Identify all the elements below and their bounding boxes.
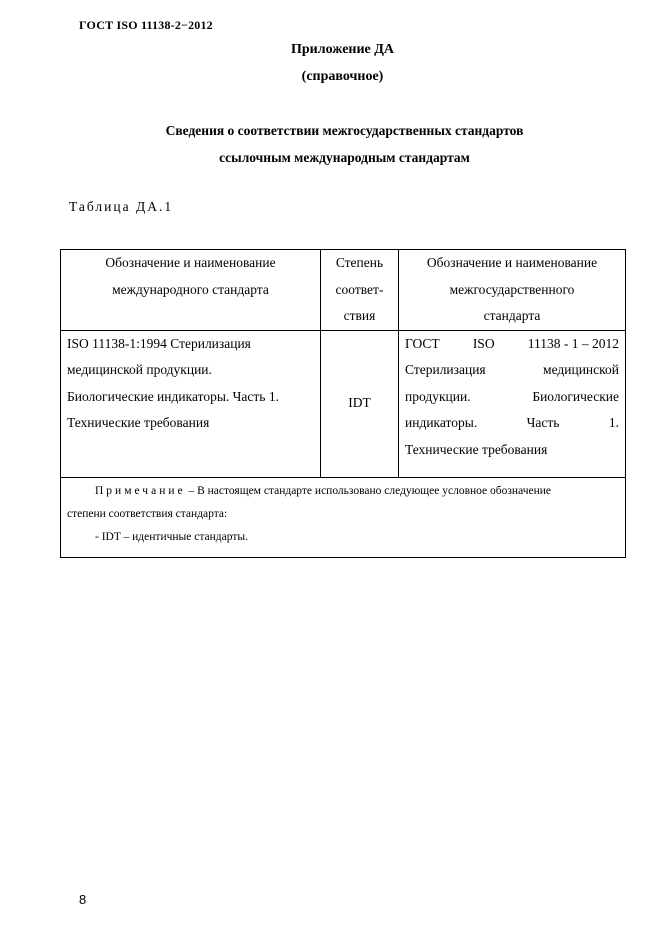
word: ISO xyxy=(472,335,495,351)
word: индикаторы. xyxy=(405,415,478,430)
cell-interstate-standard xyxy=(399,330,626,477)
header-text: межгосударственного xyxy=(449,281,575,297)
header-text: Обозначение и наименование xyxy=(105,255,276,270)
cell-text: ISO 11138-1:1994 Стерилизация xyxy=(67,335,251,351)
cell-text: Биологические индикаторы. Часть 1. xyxy=(67,388,279,404)
cell-text-line xyxy=(405,410,619,437)
table-caption: Таблица ДА.1 xyxy=(69,199,174,214)
table-note xyxy=(61,477,626,557)
appendix-kind: (справочное) xyxy=(301,69,384,84)
cell-text-line xyxy=(405,357,619,384)
word: медицинской xyxy=(543,362,619,377)
table-row xyxy=(61,330,626,477)
header-interstate-standard xyxy=(399,250,626,331)
document-code: ГОСТ ISO 11138-2−2012 xyxy=(79,18,213,32)
word: Биологические xyxy=(532,388,619,404)
note-line: степени соответствия стандарта: xyxy=(67,507,228,520)
word: Стерилизация xyxy=(405,362,486,377)
appendix-title: Приложение ДА xyxy=(290,42,395,57)
cell-degree xyxy=(321,330,399,477)
cell-text-line: Технические требования xyxy=(405,441,548,457)
cell-text: Технические требования xyxy=(67,415,210,430)
page-number: 8 xyxy=(79,892,87,907)
header-text: ствия xyxy=(343,308,376,323)
header-text: международного стандарта xyxy=(112,281,269,297)
note-label: Примечание xyxy=(95,484,186,497)
header-degree-of-correspondence xyxy=(321,250,399,331)
word: продукции. xyxy=(405,388,471,404)
word: 1. xyxy=(608,415,619,430)
note-text: – В настоящем стандарте использовано следующее условное обозначение xyxy=(185,484,552,497)
degree-value: IDT xyxy=(348,395,371,411)
word: ГОСТ xyxy=(405,335,440,351)
section-heading-line-2: ссылочным международным стандартам xyxy=(219,150,470,165)
table-note-row xyxy=(61,477,626,557)
word: 11138 - 1 – 2012 xyxy=(527,335,619,351)
header-text: Обозначение и наименование xyxy=(426,255,598,270)
cell-text-line xyxy=(405,331,619,358)
standards-correspondence-table xyxy=(60,249,626,558)
header-text: Степень xyxy=(335,255,384,270)
note-line xyxy=(67,480,619,503)
cell-international-standard xyxy=(61,330,321,477)
note-line: - IDT – идентичные стандарты. xyxy=(95,530,248,543)
header-text: соответ- xyxy=(335,281,384,297)
header-international-standard xyxy=(61,250,321,331)
header-text: стандарта xyxy=(483,308,541,323)
table-header-row xyxy=(61,250,626,331)
word: Часть xyxy=(526,415,560,430)
cell-text: медицинской продукции. xyxy=(67,362,212,377)
section-heading-line-1: Сведения о соответствии межгосударственных стандартов xyxy=(165,123,524,138)
cell-text-line xyxy=(405,384,619,411)
